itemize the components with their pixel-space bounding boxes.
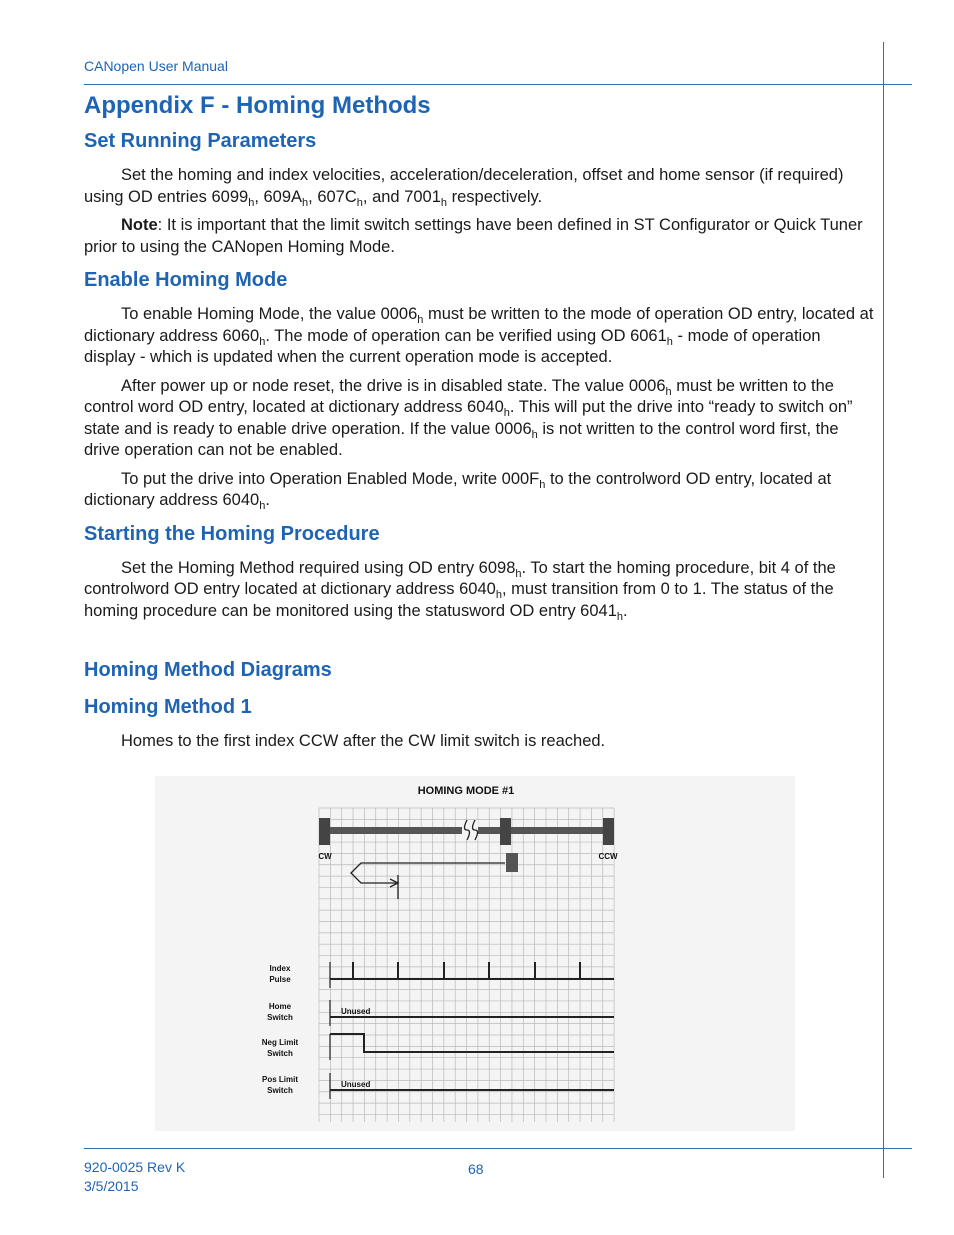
homing-diagram-svg [155, 776, 795, 1131]
home-switch-label-2: Switch [267, 1013, 293, 1022]
paragraph-running-parameters: Set the homing and index velocities, acceleration/deceleration, offset and home sensor (if required) using OD entries $6099_h$, $609A_h$, $607C_h$, and $7001_h$ respectively. [84, 166, 844, 209]
home-marker-block [500, 818, 511, 845]
footer-date: 3/5/2015 [84, 1178, 139, 1194]
header-rule [84, 84, 912, 85]
manual-title: CANopen User Manual [84, 58, 228, 74]
index-pulse-label-2: Pulse [269, 975, 291, 984]
paragraph-enable-1: To enable Homing Mode, the value $0006_h$ must be written to the mode of operation OD entry, located at dictionary address $6060_h$. The mode of operation can be verified using OD $6061_h$ - mode of operation display - which is updated when the current operation mode is accepted. [84, 305, 874, 366]
diagram-title: HOMING MODE #1 [417, 785, 515, 797]
paragraph-enable-2: After power up or node reset, the drive is in disabled state. The value $0006_h$ must be written to the control word OD entry, located at dictionary address $6040_h$. This will put the drive into “ready to switch on” state and is ready to enable drive operation. If the value $0006_h$ is not written to the control word first, the drive operation can not be enabled. [84, 376, 853, 459]
right-margin-rule [883, 42, 884, 1178]
heading-homing-method-1: Homing Method 1 [84, 696, 252, 718]
heading-starting-homing-procedure: Starting the Homing Procedure [84, 522, 380, 545]
index-pulse-label-1: Index [269, 964, 291, 973]
cw-label: CW [318, 852, 332, 861]
footer-rule [84, 1148, 912, 1149]
ccw-limit-block [603, 818, 614, 845]
neg-limit-label-1: Neg Limit [261, 1038, 299, 1047]
heading-enable-homing-mode: Enable Homing Mode [84, 269, 288, 291]
home-switch-unused: Unused [341, 1007, 371, 1016]
pos-limit-label-1: Pos Limit [261, 1075, 299, 1084]
footer-doc-info [84, 1158, 185, 1196]
heading-homing-method-diagrams: Homing Method Diagrams [84, 659, 332, 681]
page-number: 68 [468, 1161, 484, 1177]
pos-limit-label-2: Switch [267, 1086, 293, 1095]
paragraph-method-1: Homes to the first index CCW after the CW limit switch is reached. [121, 732, 606, 750]
footer-doc-number: 920-0025 Rev K [84, 1159, 186, 1175]
neg-limit-waveform [330, 1034, 614, 1052]
motion-path-line [351, 863, 505, 883]
ccw-label: CCW [598, 852, 618, 861]
paragraph-enable-3: To put the drive into Operation Enabled Mode, write $000F_h$ to the controlword OD entry, located at dictionary address $6040_h$. [84, 469, 832, 512]
homing-mode-diagram [155, 776, 795, 1131]
paragraph-note: Note: It is important that the limit switch settings have been defined in ST Configurator or Quick Tuner prior to using the CANopen Homing Mode. [84, 216, 863, 256]
cw-switch-marker [506, 853, 518, 872]
paragraph-starting: Set the Homing Method required using OD entry $6098_h$. To start the homing procedure, bit 4 of the controlword OD entry located at dictionary address $6040_h$, must transition from 0 to 1. The status of the homing procedure can be monitored using the statusword OD entry $6041_h$. [84, 558, 836, 623]
diagram-grid [319, 808, 614, 1122]
cw-limit-block [319, 818, 330, 845]
page-title: Appendix F - Homing Methods [84, 92, 431, 119]
page-body [84, 92, 874, 760]
home-switch-label-1: Home [268, 1002, 292, 1011]
neg-limit-label-2: Switch [267, 1049, 293, 1058]
heading-set-running-parameters: Set Running Parameters [84, 130, 317, 152]
pos-limit-unused: Unused [341, 1080, 371, 1089]
